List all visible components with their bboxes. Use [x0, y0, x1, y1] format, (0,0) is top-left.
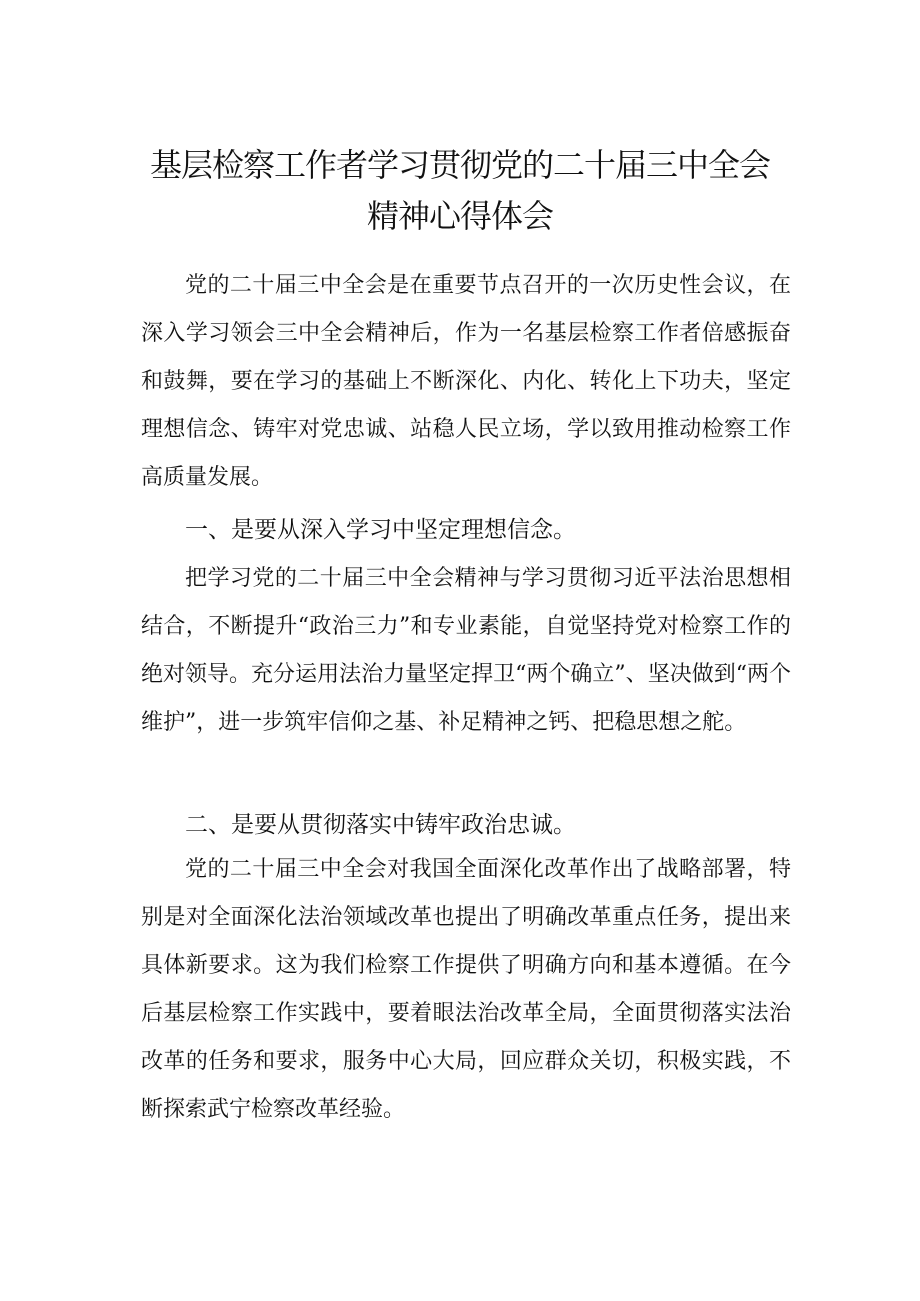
- paragraph-section-2: 党的二十届三中全会对我国全面深化改革作出了战略部署，特别是对全面深化法治领域改革也提出了明确改革重点任务，提出来具体新要求。这为我们检察工作提供了明确方向和基本遵循。在今后基层检察工作实践中，要着眼法治改革全局，全面贯彻落实法治改革的任务和要求，服务中心大局，回应群众关切，积极实践，不断探索武宁检察改革经验。: [141, 857, 791, 1122]
- section-heading-1: 一、是要从深入学习中坚定理想信念。: [185, 517, 576, 543]
- section-heading-2: 二、是要从贯彻落实中铸牢政治忠诚。: [185, 812, 576, 838]
- document-title-line-1: 基层检察工作者学习贯彻党的二十届三中全会: [149, 146, 770, 184]
- paragraph-section-1: 把学习党的二十届三中全会精神与学习贯彻习近平法治思想相结合，不断提升“政治三力”和专业素能，自觉坚持党对检察工作的绝对领导。充分运用法治力量坚定捍卫“两个确立”、坚决做到“两个维护”，进一步筑牢信仰之基、补足精神之钙、把稳思想之舵。: [141, 566, 791, 735]
- document-title-line-2: 精神心得体会: [366, 197, 553, 235]
- paragraph-intro: 党的二十届三中全会是在重要节点召开的一次历史性会议，在深入学习领会三中全会精神后，作为一名基层检察工作者倍感振奋和鼓舞，要在学习的基础上不断深化、内化、转化上下功夫，坚定理想信念、铸牢对党忠诚、站稳人民立场，学以致用推动检察工作高质量发展。: [141, 273, 791, 490]
